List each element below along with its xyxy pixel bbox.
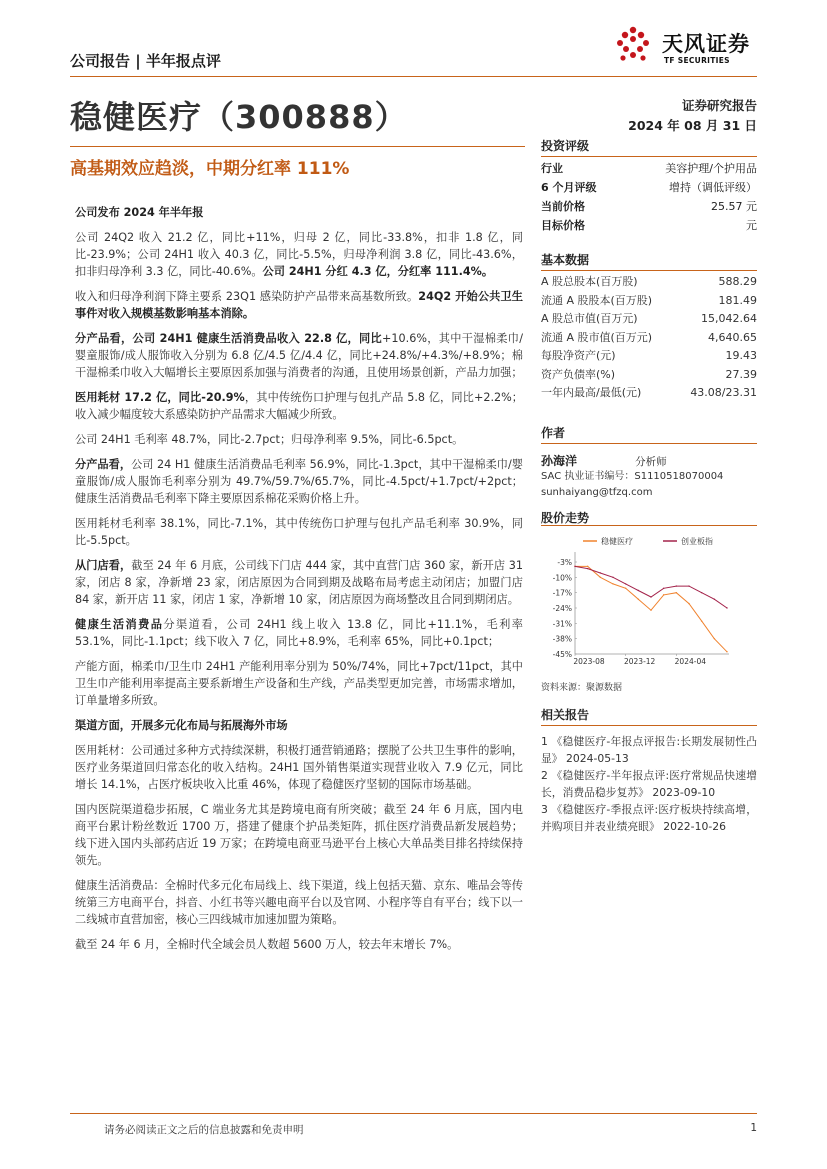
basic-data-value: 15,042.64 — [701, 312, 757, 325]
text-span: 公司 24Q2 收入 21.2 亿，同比+11%，归母 2 亿，同比-33.8%，扣非 1.8 亿，同比-23.9%；公司 24H1 收入 40.3 亿，同比-5.5%，归母净利润 3.8 亿，同比-43.6%，扣非归母净利 3.3 亿，同比-40.6%。 — [75, 231, 523, 278]
x-tick-label: 2023-08 — [573, 657, 605, 666]
series-line-company — [575, 566, 727, 651]
data-point — [625, 588, 626, 589]
rating-section — [541, 137, 757, 235]
text-span: 截至 24 年 6 月底，公司线下门店 444 家，其中直营门店 360 家，新开店 31 家，闭店 8 家，净新增 23 家，闭店原因为合同到期及战略布局考虑主动闭店；加盟门店 84 家，新开店 11 家，闭店 1 家，净新增 10 家，闭店原因为商场整改且合同到期闭店。 — [75, 559, 523, 606]
body-paragraph — [75, 389, 523, 423]
chart-heading: 股价走势 — [541, 511, 590, 525]
author-heading: 作者 — [541, 424, 757, 444]
related-report-title: 1 《稳健医疗-年报点评报告:长期发展韧性凸显》 — [541, 735, 757, 765]
related-report-item[interactable] — [541, 768, 757, 801]
body-paragraph — [75, 229, 523, 280]
rating-row — [541, 159, 757, 178]
chart-source: 资料来源：聚源数据 — [541, 683, 623, 693]
basic-data-label: 每股净资产(元) — [541, 349, 616, 362]
data-point — [600, 572, 601, 573]
related-report-title: 3 《稳健医疗-季报点评:医疗板块持续高增，并购项目并表业绩亮眼》 — [541, 803, 757, 833]
related-list — [541, 726, 757, 835]
basic-data-row — [541, 329, 757, 348]
data-point — [650, 609, 651, 610]
basic-data-section — [541, 251, 757, 403]
basic-data-label: A 股总股本(百万股) — [541, 275, 638, 288]
report-body — [75, 204, 523, 961]
subtitle-divider — [70, 146, 525, 147]
bold-text: 公司 24H1 分红 4.3 亿，分红率 111.4%。 — [262, 265, 494, 278]
data-point — [638, 590, 639, 591]
related-section — [541, 706, 757, 836]
basic-data-label: 资产负债率(%) — [541, 367, 616, 381]
basic-data-label: 流通 A 股市值(百万元) — [541, 330, 653, 344]
y-tick-label: -3% — [557, 558, 572, 567]
body-paragraph — [75, 330, 523, 381]
rating-value: 美容护理/个护用品 — [665, 162, 757, 175]
author-role: 分析师 — [635, 456, 667, 468]
related-report-date: 2022-10-26 — [663, 819, 726, 833]
bold-text: 健康生活消费品 — [75, 618, 164, 631]
basic-data-value: 4,640.65 — [708, 330, 757, 344]
legend-label: 创业板指 — [681, 537, 713, 546]
rating-value: 25.57 元 — [711, 200, 757, 213]
text-span: 公司 24 H1 健康生活消费品毛利率 56.9%，同比-1.3pct，其中干湿棉柔巾/婴童服饰/成人服饰毛利率分别为 49.7%/59.7%/65.7%，同比-4.5pct/+1.7pct/+2pct；健康生活消费品毛利率下降主要原因系棉花采购价格上升。 — [75, 458, 523, 505]
text-span: 医用耗材毛利率 38.1%，同比-7.1%，其中传统伤口护理与包扎产品毛利率 30.9%，同比-5.5pct。 — [75, 517, 523, 547]
y-tick-label: -24% — [552, 604, 572, 613]
body-paragraph — [75, 288, 523, 322]
related-report-date: 2024-05-13 — [566, 751, 629, 765]
section-heading: 公司发布 2024 年半年报 — [75, 206, 204, 219]
data-point — [701, 592, 702, 593]
data-point — [600, 577, 601, 578]
body-paragraph — [75, 742, 523, 793]
body-paragraph — [75, 877, 523, 928]
basic-data-label: 一年内最高/最低(元) — [541, 386, 642, 399]
related-heading: 相关报告 — [541, 706, 757, 726]
rating-row — [541, 197, 757, 216]
y-tick-label: -38% — [552, 634, 572, 644]
rating-value: 元 — [746, 219, 757, 232]
data-point — [676, 592, 677, 593]
bold-text: 医用耗材 17.2 亿，同比-20.9% — [75, 391, 245, 404]
x-tick-label: 2023-12 — [623, 657, 656, 666]
y-tick-label: -31% — [552, 619, 572, 629]
data-point — [587, 566, 588, 567]
body-paragraph — [75, 456, 523, 507]
text-span: 健康生活消费品：全棉时代多元化布局线上、线下渠道，线上包括天猫、京东、唯品会等传统第三方电商平台，抖音、小红书等兴趣电商平台以及官网、小程序等自有平台；线下以一二线城市直营加密，核心三四线城市加速加盟为策略。 — [75, 879, 523, 926]
header-divider — [70, 76, 757, 77]
basic-data-label: A 股总市值(百万元) — [541, 312, 638, 325]
logo-en-text: TF SECURITIES — [664, 56, 730, 65]
company-logo — [610, 22, 760, 72]
series-line-index — [575, 566, 727, 608]
body-paragraph — [75, 658, 523, 709]
report-category: 公司报告 | 半年报点评 — [70, 52, 221, 70]
data-point — [612, 577, 613, 578]
author-cert: SAC 执业证书编号：S1110518070004 — [541, 471, 724, 482]
text-span: 收入和归母净利润下降主要系 23Q1 感染防护产品带来高基数所致。 — [75, 290, 419, 303]
text-span: 医用耗材：公司通过多种方式持续深耕，积极打通营销通路；摆脱了公共卫生事件的影响，医疗业务渠道回归常态化的收入结构。24H1 国外销售渠道实现营业收入 7.9 亿元，同比增长 14.1%，占医疗板块收入比重 46%，体现了稳健医疗坚韧的国际市场基础。 — [75, 744, 523, 791]
text-span: 产能方面，棉柔巾/卫生巾 24H1 产能利用率分别为 50%/74%，同比+7pct/11pct，其中卫生巾产能利用率提高主要系新增生产设备和生产线，产品类型更加完善，市场需求增加，订单量增多所致。 — [75, 660, 523, 707]
y-tick-label: -17% — [552, 588, 572, 598]
author-email[interactable]: sunhaiyang@tfzq.com — [541, 487, 653, 498]
footer-divider — [70, 1113, 757, 1114]
rating-value: 增持（调低评级） — [669, 181, 757, 194]
report-date: 2024 年 08 月 31 日 — [628, 118, 757, 133]
report-title: 稳健医疗（300888） — [70, 98, 408, 136]
basic-data-rows — [541, 271, 757, 403]
data-point — [650, 596, 651, 597]
data-point — [625, 583, 626, 584]
bold-text: 24Q2 开始公共卫生事件对收入规模基数影响基本消除。 — [75, 290, 523, 320]
data-point — [714, 599, 715, 600]
related-report-title: 2 《稳健医疗-半年报点评:医疗常规品快速增长，消费品稳步复苏》 — [541, 769, 757, 799]
data-point — [688, 585, 689, 586]
basic-data-value: 181.49 — [718, 293, 757, 307]
logo-mark-icon — [610, 22, 656, 68]
related-report-item[interactable] — [541, 802, 757, 835]
price-chart-svg — [541, 526, 757, 672]
data-point — [663, 588, 664, 589]
report-subtitle: 高基期效应趋淡，中期分红率 111% — [70, 159, 350, 179]
rating-rows — [541, 157, 757, 235]
basic-data-row — [541, 292, 757, 311]
body-paragraph — [75, 801, 523, 869]
x-tick-label: 2024-04 — [674, 657, 707, 666]
basic-data-row — [541, 347, 757, 366]
data-point — [726, 651, 727, 652]
author-name: 孙海洋 — [541, 454, 578, 468]
page-number: 1 — [750, 1122, 757, 1134]
text-span: ，其中传统伤口护理与包扎产品 5.8 亿，同比+2.2%；收入减少幅度较大系感染防护产品需求大幅减少所致。 — [75, 391, 523, 421]
basic-data-value: 27.39 — [725, 367, 757, 381]
body-paragraph — [75, 515, 523, 549]
bold-text: 从门店看， — [75, 559, 132, 572]
rating-label: 6 个月评级 — [541, 181, 597, 194]
price-chart — [541, 525, 757, 671]
related-report-item[interactable] — [541, 734, 757, 767]
basic-data-row — [541, 273, 757, 292]
basic-data-value: 19.43 — [725, 349, 757, 362]
rating-heading: 投资评级 — [541, 137, 757, 157]
section-heading: 渠道方面，开展多元化布局与拓展海外市场 — [75, 719, 288, 732]
basic-data-value: 43.08/23.31 — [690, 386, 757, 399]
basic-data-label: 流通 A 股股本(百万股) — [541, 293, 653, 307]
rating-row — [541, 178, 757, 197]
data-point — [612, 583, 613, 584]
y-tick-label: -10% — [552, 573, 572, 583]
bold-text: 分产品看，公司 24H1 健康生活消费品收入 22.8 亿，同比 — [75, 332, 383, 345]
text-span: 公司 24H1 毛利率 48.7%，同比-2.7pct；归母净利率 9.5%，同比-6.5pct。 — [75, 433, 464, 446]
rating-label: 当前价格 — [541, 200, 585, 213]
body-paragraph — [75, 616, 523, 650]
author-section — [541, 424, 757, 501]
body-paragraph — [75, 936, 523, 953]
body-paragraph — [75, 557, 523, 608]
footer-disclaimer[interactable]: 请务必阅读正文之后的信息披露和免责申明 — [104, 1124, 304, 1136]
body-paragraph — [75, 431, 523, 448]
data-point — [587, 568, 588, 569]
text-span: 国内医院渠道稳步拓展，C 端业务尤其是跨境电商有所突破；截至 24 年 6 月底，国内电商平台累计粉丝数近 1700 万，搭建了健康个护品类矩阵，抓住医疗消费品新发展趋势；线下进入国内头部药店近 19 万家；在跨境电商亚马逊平台上核心大单品类目排名持续保持领先。 — [75, 803, 523, 867]
logo-cn-text: 天风证券 — [662, 32, 750, 56]
data-point — [714, 638, 715, 639]
rating-row — [541, 216, 757, 235]
basic-data-value: 588.29 — [718, 275, 757, 288]
bold-text: 分产品看， — [75, 458, 132, 471]
report-type: 证券研究报告 — [681, 98, 757, 113]
text-span: 分渠道看，公司 24H1 线上收入 13.8 亿，同比+11.1%，毛利率 53.1%，同比-1.1pct；线下收入 7 亿，同比+8.9%，毛利率 65%，同比+0.1pct； — [75, 618, 523, 648]
y-tick-label: -45% — [552, 650, 572, 659]
basic-data-row — [541, 310, 757, 329]
data-point — [701, 620, 702, 621]
rating-label: 目标价格 — [541, 219, 585, 232]
data-point — [676, 585, 677, 586]
basic-data-heading: 基本数据 — [541, 251, 757, 271]
data-point — [638, 599, 639, 600]
data-point — [726, 607, 727, 608]
rating-label: 行业 — [541, 162, 563, 175]
data-point — [688, 603, 689, 604]
basic-data-row — [541, 384, 757, 403]
related-report-date: 2023-09-10 — [652, 785, 716, 799]
text-span: +10.6%，其中干湿棉柔巾/婴童服饰/成人服饰收入分别为 6.8 亿/4.5 亿/4.4 亿，同比+24.8%/+4.3%/+8.9%；棉干湿棉柔巾收入大幅增长主要原因系加强与消费者的沟通，且使用场景创新，产品力加强； — [75, 332, 524, 379]
legend-label: 稳健医疗 — [601, 537, 633, 546]
text-span: 截至 24 年 6 月，全棉时代全域会员人数超 5600 万人，较去年末增长 7%。 — [75, 938, 459, 951]
basic-data-row — [541, 366, 757, 385]
data-point — [574, 566, 575, 567]
data-point — [663, 594, 664, 595]
